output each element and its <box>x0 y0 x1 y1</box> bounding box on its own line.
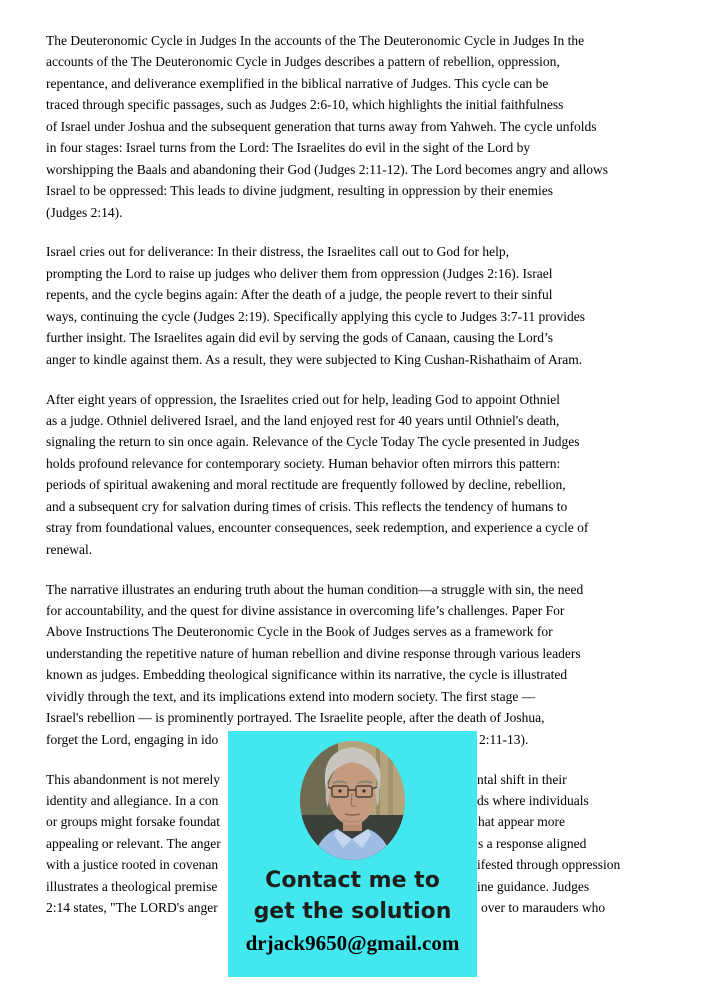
text-fragment-right: s a response aligned <box>478 835 587 851</box>
text-fragment-left: or groups might forsake foundat <box>46 814 220 830</box>
text-line: further insight. The Israelites again did evil by serving the gods of Canaan, causing the Lord’s <box>46 330 554 346</box>
text-line: prompting the Lord to raise up judges who deliver them from oppression (Judges 2:16). Israel <box>46 265 553 281</box>
text-fragment-right: over to marauders who <box>481 900 606 916</box>
text-line: (Judges 2:14). <box>46 204 123 220</box>
text-line: The Deuteronomic Cycle in Judges In the accounts of the The Deuteronomic Cycle in Judges In the <box>46 33 585 48</box>
text-fragment-left: identity and allegiance. In a con <box>46 793 219 808</box>
text-line: After eight years of oppression, the Israelites cried out for help, leading God to appoint Othniel <box>46 391 560 407</box>
text-line: signaling the return to sin once again. Relevance of the Cycle Today The cycle presented in Judges <box>46 434 580 450</box>
text-line: understanding the repetitive nature of human rebellion and divine response through various leaders <box>46 645 581 661</box>
text-line: repents, and the cycle begins again: After the death of a judge, the people revert to their sinful <box>46 287 553 303</box>
text-line: of Israel under Joshua and the subsequent generation that turns away from Yahweh. The cycle unfolds <box>46 118 597 134</box>
text-line: worshipping the Baals and abandoning their God (Judges 2:11-12). The Lord becomes angry and allows <box>46 161 609 177</box>
text-fragment-right: 2:11-13). <box>479 731 529 747</box>
text-line: Israel's rebellion — is prominently portrayed. The Israelite people, after the death of Joshua, <box>46 710 545 726</box>
text-line: vividly through the text, and its implications extend into modern society. The first stage — <box>46 688 536 704</box>
text-line: known as judges. Embedding theological significance within its narrative, the cycle is illustrated <box>46 667 568 683</box>
text-line: for accountability, and the quest for divine assistance in overcoming life’s challenges. Paper For <box>46 603 565 618</box>
text-line: repentance, and deliverance exemplified in the biblical narrative of Judges. This cycle can be <box>46 75 549 91</box>
text-line: anger to kindle against them. As a result, they were subjected to King Cushan-Rishathaim of Aram. <box>46 351 583 367</box>
text-fragment-right: hat appear more <box>478 814 565 830</box>
text-fragment-left: 2:14 states, "The LORD's anger <box>46 900 218 916</box>
text-fragment-left: This abandonment is not merely <box>46 771 220 787</box>
text-fragment-right: ds where individuals <box>477 793 589 808</box>
text-line: and a subsequent cry for salvation during times of crisis. This reflects the tendency of humans to <box>46 498 568 514</box>
text-line: ways, continuing the cycle (Judges 2:19). Specifically applying this cycle to Judges 3:7-11 provides <box>46 308 586 324</box>
contact-message-line1: Contact me to <box>265 868 440 893</box>
text-fragment-right: ine guidance. Judges <box>477 878 590 894</box>
text-line: periods of spiritual awakening and moral rectitude are frequently followed by decline, rebellion, <box>46 477 566 493</box>
text-line: Israel cries out for deliverance: In their distress, the Israelites call out to God for help, <box>46 244 509 260</box>
text-line: holds profound relevance for contemporary society. Human behavior often mirrors this pattern: <box>46 455 561 471</box>
paragraph <box>46 389 664 561</box>
paragraph <box>46 241 664 370</box>
text-line: renewal. <box>46 541 93 557</box>
text-fragment-right: ifested through oppression <box>477 857 621 873</box>
text-line: Above Instructions The Deuteronomic Cycle in the Book of Judges serves as a framework for <box>46 624 553 640</box>
paragraph <box>46 579 664 751</box>
text-line: as a judge. Othniel delivered Israel, and the land enjoyed rest for 40 years until Othniel's death, <box>46 413 560 428</box>
text-fragment-left: forget the Lord, engaging in ido <box>46 731 219 747</box>
text-fragment-left: with a justice rooted in covenan <box>46 857 219 873</box>
text-line: traced through specific passages, such as Judges 2:6-10, which highlights the initial faithfulness <box>46 97 564 113</box>
paragraph <box>46 30 664 223</box>
contact-overlay[interactable] <box>228 731 477 977</box>
contact-message-line2: get the solution <box>253 899 452 924</box>
text-fragment-left: appealing or relevant. The anger <box>46 835 221 851</box>
portrait-photo <box>300 741 405 860</box>
text-line: Israel to be oppressed: This leads to divine judgment, resulting in oppression by their enemies <box>46 183 554 199</box>
text-fragment-right: ntal shift in their <box>477 771 567 787</box>
text-line: stray from foundational values, encounter consequences, seek redemption, and experience a cycle of <box>46 520 589 536</box>
contact-email[interactable]: drjack9650@gmail.com <box>245 931 460 955</box>
text-line: The narrative illustrates an enduring truth about the human condition—a struggle with sin, the need <box>46 581 584 597</box>
text-line: accounts of the The Deuteronomic Cycle in Judges describes a pattern of rebellion, oppression, <box>46 54 560 70</box>
text-fragment-left: illustrates a theological premise <box>46 878 218 894</box>
text-line: in four stages: Israel turns from the Lord: The Israelites do evil in the sight of the Lord by <box>46 140 531 156</box>
